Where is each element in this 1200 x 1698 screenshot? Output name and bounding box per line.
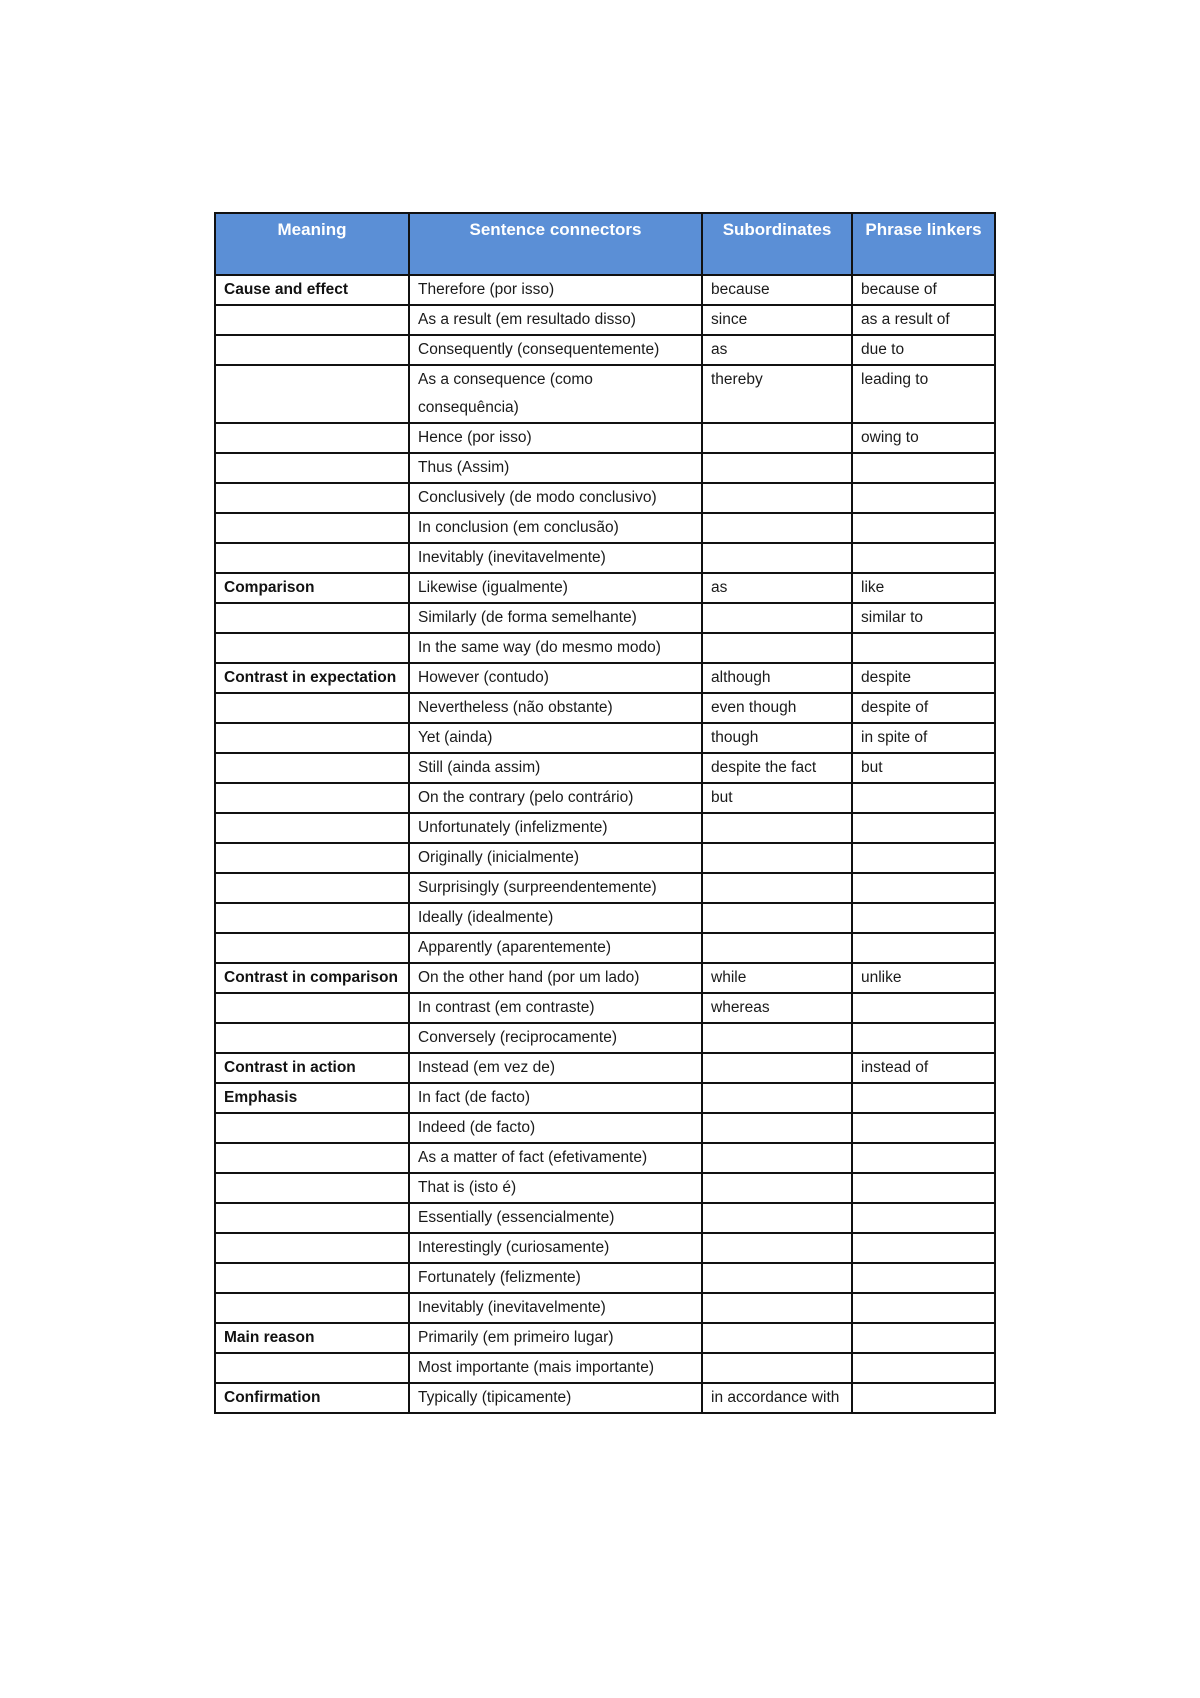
phrase-linker-cell	[852, 933, 995, 963]
subordinate-cell: whereas	[702, 993, 852, 1023]
header-meaning: Meaning	[215, 213, 409, 275]
sentence-connector-cell: As a consequence (como consequência)	[409, 365, 702, 423]
sentence-connector-cell: Typically (tipicamente)	[409, 1383, 702, 1413]
meaning-cell: Cause and effect	[215, 275, 409, 305]
phrase-linker-cell	[852, 813, 995, 843]
header-subordinates: Subordinates	[702, 213, 852, 275]
sentence-connector-cell: In the same way (do mesmo modo)	[409, 633, 702, 663]
sentence-connector-cell: In contrast (em contraste)	[409, 993, 702, 1023]
phrase-linker-cell: owing to	[852, 423, 995, 453]
linkers-table	[214, 212, 996, 1414]
phrase-linker-cell	[852, 543, 995, 573]
table-row	[215, 1353, 995, 1383]
meaning-cell: Emphasis	[215, 1083, 409, 1113]
meaning-cell	[215, 305, 409, 335]
subordinate-cell	[702, 1233, 852, 1263]
header-phrase-linkers: Phrase linkers	[852, 213, 995, 275]
meaning-cell: Confirmation	[215, 1383, 409, 1413]
subordinate-cell	[702, 1323, 852, 1353]
meaning-cell: Contrast in action	[215, 1053, 409, 1083]
phrase-linker-cell	[852, 513, 995, 543]
meaning-cell	[215, 513, 409, 543]
phrase-linker-cell: instead of	[852, 1053, 995, 1083]
meaning-cell	[215, 365, 409, 423]
subordinate-cell	[702, 1143, 852, 1173]
header-sentence-connectors: Sentence connectors	[409, 213, 702, 275]
meaning-cell	[215, 993, 409, 1023]
table-row	[215, 1233, 995, 1263]
table-row	[215, 1023, 995, 1053]
phrase-linker-cell	[852, 993, 995, 1023]
table-row	[215, 453, 995, 483]
phrase-linker-cell: unlike	[852, 963, 995, 993]
meaning-cell	[215, 603, 409, 633]
phrase-linker-cell	[852, 1263, 995, 1293]
table-row	[215, 305, 995, 335]
table-row	[215, 543, 995, 573]
sentence-connector-cell: Therefore (por isso)	[409, 275, 702, 305]
meaning-cell	[215, 843, 409, 873]
phrase-linker-cell	[852, 1143, 995, 1173]
sentence-connector-cell: Unfortunately (infelizmente)	[409, 813, 702, 843]
table-row	[215, 783, 995, 813]
phrase-linker-cell: in spite of	[852, 723, 995, 753]
subordinate-cell	[702, 843, 852, 873]
table-row	[215, 603, 995, 633]
subordinate-cell	[702, 873, 852, 903]
sentence-connector-cell: In fact (de facto)	[409, 1083, 702, 1113]
sentence-connector-cell: Interestingly (curiosamente)	[409, 1233, 702, 1263]
subordinate-cell	[702, 453, 852, 483]
subordinate-cell	[702, 1023, 852, 1053]
meaning-cell	[215, 335, 409, 365]
table-row	[215, 933, 995, 963]
table-row	[215, 873, 995, 903]
phrase-linker-cell: because of	[852, 275, 995, 305]
table-row	[215, 723, 995, 753]
sentence-connector-cell: Conversely (reciprocamente)	[409, 1023, 702, 1053]
subordinate-cell	[702, 933, 852, 963]
table-row	[215, 693, 995, 723]
meaning-cell	[215, 903, 409, 933]
meaning-cell	[215, 933, 409, 963]
meaning-cell	[215, 423, 409, 453]
sentence-connector-cell: Likewise (igualmente)	[409, 573, 702, 603]
table-row	[215, 1323, 995, 1353]
subordinate-cell	[702, 1173, 852, 1203]
meaning-cell	[215, 753, 409, 783]
table-row	[215, 573, 995, 603]
meaning-cell	[215, 723, 409, 753]
subordinate-cell: although	[702, 663, 852, 693]
table-body	[215, 275, 995, 1413]
meaning-cell	[215, 1173, 409, 1203]
phrase-linker-cell: despite	[852, 663, 995, 693]
table-row	[215, 1173, 995, 1203]
table-row	[215, 813, 995, 843]
meaning-cell	[215, 1293, 409, 1323]
sentence-connector-cell: Still (ainda assim)	[409, 753, 702, 783]
subordinate-cell	[702, 483, 852, 513]
phrase-linker-cell	[852, 1083, 995, 1113]
sentence-connector-cell: Similarly (de forma semelhante)	[409, 603, 702, 633]
table-row	[215, 963, 995, 993]
subordinate-cell: as	[702, 335, 852, 365]
sentence-connector-cell: In conclusion (em conclusão)	[409, 513, 702, 543]
sentence-connector-cell: Nevertheless (não obstante)	[409, 693, 702, 723]
table-row	[215, 1383, 995, 1413]
phrase-linker-cell	[852, 483, 995, 513]
subordinate-cell	[702, 1113, 852, 1143]
sentence-connector-cell: Apparently (aparentemente)	[409, 933, 702, 963]
table-row	[215, 1143, 995, 1173]
phrase-linker-cell	[852, 1113, 995, 1143]
table-row	[215, 1263, 995, 1293]
sentence-connector-cell: Most importante (mais importante)	[409, 1353, 702, 1383]
subordinate-cell	[702, 603, 852, 633]
sentence-connector-cell: Inevitably (inevitavelmente)	[409, 1293, 702, 1323]
sentence-connector-cell: Ideally (idealmente)	[409, 903, 702, 933]
meaning-cell	[215, 1143, 409, 1173]
table-row	[215, 335, 995, 365]
meaning-cell: Main reason	[215, 1323, 409, 1353]
phrase-linker-cell	[852, 903, 995, 933]
subordinate-cell: even though	[702, 693, 852, 723]
sentence-connector-cell: Indeed (de facto)	[409, 1113, 702, 1143]
phrase-linker-cell	[852, 783, 995, 813]
sentence-connector-cell: Consequently (consequentemente)	[409, 335, 702, 365]
subordinate-cell	[702, 813, 852, 843]
meaning-cell	[215, 1113, 409, 1143]
phrase-linker-cell	[852, 1383, 995, 1413]
phrase-linker-cell	[852, 1173, 995, 1203]
meaning-cell	[215, 483, 409, 513]
meaning-cell	[215, 873, 409, 903]
meaning-cell	[215, 693, 409, 723]
subordinate-cell	[702, 903, 852, 933]
subordinate-cell: because	[702, 275, 852, 305]
phrase-linker-cell	[852, 1323, 995, 1353]
table-row	[215, 483, 995, 513]
sentence-connector-cell: As a result (em resultado disso)	[409, 305, 702, 335]
meaning-cell: Comparison	[215, 573, 409, 603]
table-row	[215, 365, 995, 423]
meaning-cell	[215, 633, 409, 663]
subordinate-cell: thereby	[702, 365, 852, 423]
sentence-connector-cell: Instead (em vez de)	[409, 1053, 702, 1083]
meaning-cell	[215, 1023, 409, 1053]
meaning-cell	[215, 543, 409, 573]
table-row	[215, 993, 995, 1023]
table-row	[215, 633, 995, 663]
table-row	[215, 663, 995, 693]
subordinate-cell: in accordance with	[702, 1383, 852, 1413]
phrase-linker-cell: despite of	[852, 693, 995, 723]
meaning-cell	[215, 813, 409, 843]
sentence-connector-cell: That is (isto é)	[409, 1173, 702, 1203]
meaning-cell	[215, 783, 409, 813]
phrase-linker-cell	[852, 1293, 995, 1323]
sentence-connector-cell: Thus (Assim)	[409, 453, 702, 483]
subordinate-cell: despite the fact	[702, 753, 852, 783]
table-row	[215, 903, 995, 933]
phrase-linker-cell: due to	[852, 335, 995, 365]
table-row	[215, 1053, 995, 1083]
subordinate-cell: though	[702, 723, 852, 753]
subordinate-cell	[702, 513, 852, 543]
sentence-connector-cell: Yet (ainda)	[409, 723, 702, 753]
phrase-linker-cell	[852, 1233, 995, 1263]
sentence-connector-cell: Hence (por isso)	[409, 423, 702, 453]
subordinate-cell: as	[702, 573, 852, 603]
sentence-connector-cell: Primarily (em primeiro lugar)	[409, 1323, 702, 1353]
meaning-cell: Contrast in expectation	[215, 663, 409, 693]
subordinate-cell: but	[702, 783, 852, 813]
phrase-linker-cell	[852, 873, 995, 903]
meaning-cell: Contrast in comparison	[215, 963, 409, 993]
phrase-linker-cell: leading to	[852, 365, 995, 423]
table-header	[215, 213, 995, 275]
subordinate-cell	[702, 543, 852, 573]
subordinate-cell	[702, 1263, 852, 1293]
table-row	[215, 1203, 995, 1233]
sentence-connector-cell: However (contudo)	[409, 663, 702, 693]
sentence-connector-cell: Originally (inicialmente)	[409, 843, 702, 873]
table-row	[215, 1293, 995, 1323]
table-row	[215, 1083, 995, 1113]
sentence-connector-cell: Fortunately (felizmente)	[409, 1263, 702, 1293]
subordinate-cell	[702, 633, 852, 663]
phrase-linker-cell	[852, 1023, 995, 1053]
subordinate-cell	[702, 1083, 852, 1113]
phrase-linker-cell: as a result of	[852, 305, 995, 335]
phrase-linker-cell: like	[852, 573, 995, 603]
sentence-connector-cell: Essentially (essencialmente)	[409, 1203, 702, 1233]
table-row	[215, 1113, 995, 1143]
phrase-linker-cell: but	[852, 753, 995, 783]
phrase-linker-cell: similar to	[852, 603, 995, 633]
table-row	[215, 275, 995, 305]
meaning-cell	[215, 1353, 409, 1383]
table-row	[215, 513, 995, 543]
phrase-linker-cell	[852, 1203, 995, 1233]
sentence-connector-cell: Inevitably (inevitavelmente)	[409, 543, 702, 573]
subordinate-cell	[702, 1053, 852, 1083]
subordinate-cell	[702, 1203, 852, 1233]
phrase-linker-cell	[852, 843, 995, 873]
table-row	[215, 423, 995, 453]
header-row	[215, 213, 995, 275]
table-row	[215, 753, 995, 783]
table-row	[215, 843, 995, 873]
sentence-connector-cell: As a matter of fact (efetivamente)	[409, 1143, 702, 1173]
phrase-linker-cell	[852, 1353, 995, 1383]
meaning-cell	[215, 1203, 409, 1233]
sentence-connector-cell: On the other hand (por um lado)	[409, 963, 702, 993]
subordinate-cell: while	[702, 963, 852, 993]
phrase-linker-cell	[852, 453, 995, 483]
subordinate-cell	[702, 1353, 852, 1383]
sentence-connector-cell: Conclusively (de modo conclusivo)	[409, 483, 702, 513]
meaning-cell	[215, 453, 409, 483]
subordinate-cell	[702, 423, 852, 453]
sentence-connector-cell: On the contrary (pelo contrário)	[409, 783, 702, 813]
subordinate-cell	[702, 1293, 852, 1323]
sentence-connector-cell: Surprisingly (surpreendentemente)	[409, 873, 702, 903]
meaning-cell	[215, 1263, 409, 1293]
subordinate-cell: since	[702, 305, 852, 335]
meaning-cell	[215, 1233, 409, 1263]
phrase-linker-cell	[852, 633, 995, 663]
